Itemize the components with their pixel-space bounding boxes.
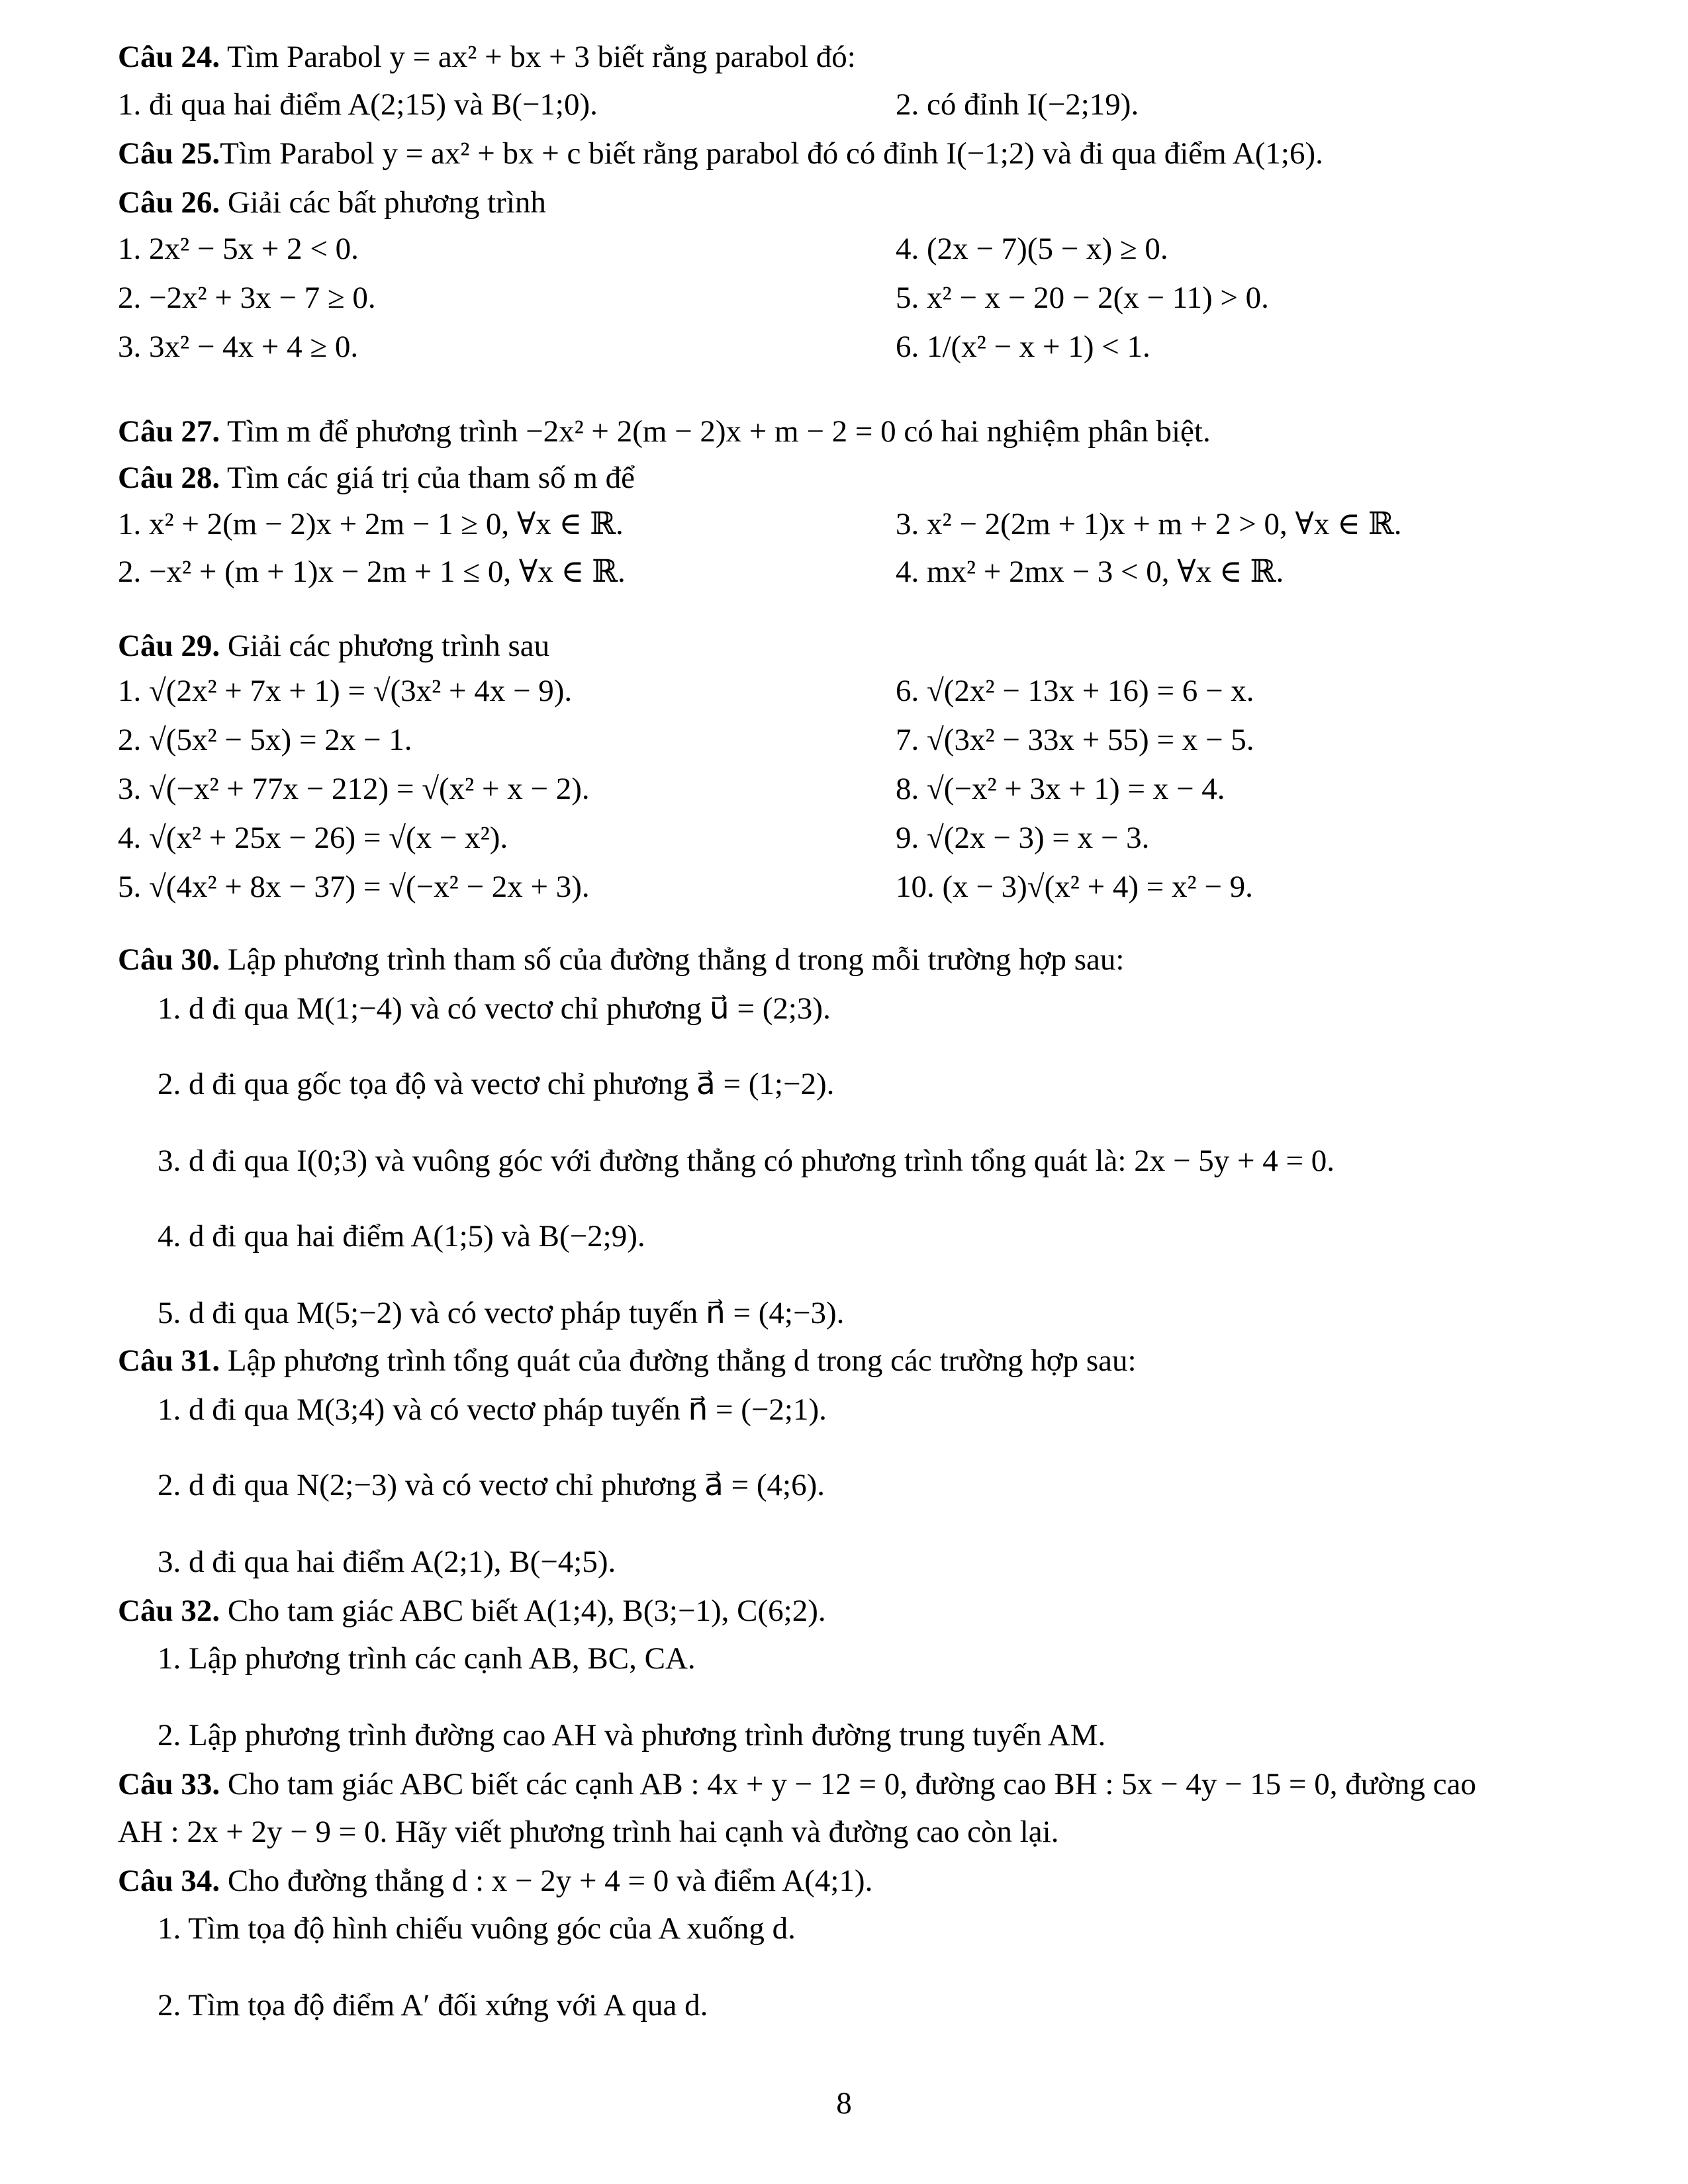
q30-item-1: 1. d đi qua M(1;−4) và có vectơ chỉ phương u⃗ = (2;3). [158,991,831,1026]
q24-item-2: 2. có đỉnh I(−2;19). [896,87,1139,122]
q26-heading: Câu 26. Giải các bất phương trình [118,185,546,220]
q29-item-9: 9. √(2x − 3) = x − 3. [896,821,1150,855]
q29-item-4: 4. √(x² + 25x − 26) = √(x − x²). [118,821,508,855]
q29-item-3: 3. √(−x² + 77x − 212) = √(x² + x − 2). [118,772,590,806]
q28-item-2: 2. −x² + (m + 1)x − 2m + 1 ≤ 0, ∀x ∈ ℝ. [118,555,626,589]
q29-item-10: 10. (x − 3)√(x² + 4) = x² − 9. [896,870,1253,904]
q28-item-4: 4. mx² + 2mx − 3 < 0, ∀x ∈ ℝ. [896,555,1284,589]
q30-item-2: 2. d đi qua gốc tọa độ và vectơ chỉ phương a⃗ = (1;−2). [158,1067,835,1101]
q33-line-2: AH : 2x + 2y − 9 = 0. Hãy viết phương trình hai cạnh và đường cao còn lại. [118,1815,1059,1849]
q31-item-1: 1. d đi qua M(3;4) và có vectơ pháp tuyến n⃗ = (−2;1). [158,1392,827,1427]
q26-item-6: 6. 1/(x² − x + 1) < 1. [896,330,1150,364]
q29-item-6: 6. √(2x² − 13x + 16) = 6 − x. [896,674,1254,708]
q31-item-2: 2. d đi qua N(2;−3) và có vectơ chỉ phương a⃗ = (4;6). [158,1468,825,1502]
q26-item-4: 4. (2x − 7)(5 − x) ≥ 0. [896,232,1168,266]
q24-heading: Câu 24. Tìm Parabol y = ax² + bx + 3 biết rằng parabol đó: [118,40,856,74]
q32-item-2: 2. Lập phương trình đường cao AH và phương trình đường trung tuyến AM. [158,1718,1106,1752]
q32-item-1: 1. Lập phương trình các cạnh AB, BC, CA. [158,1641,696,1676]
q27-heading: Câu 27. Tìm m để phương trình −2x² + 2(m − 2)x + m − 2 = 0 có hai nghiệm phân biệt. [118,414,1211,449]
q28-item-3: 3. x² − 2(2m + 1)x + m + 2 > 0, ∀x ∈ ℝ. [896,507,1402,541]
q31-item-3: 3. d đi qua hai điểm A(2;1), B(−4;5). [158,1545,616,1579]
q25-heading: Câu 25.Tìm Parabol y = ax² + bx + c biết rằng parabol đó có đỉnh I(−1;2) và đi qua điểm A(1;6). [118,136,1323,171]
q30-item-3: 3. d đi qua I(0;3) và vuông góc với đường thẳng có phương trình tổng quát là: 2x − 5y + 4 = 0. [158,1144,1335,1178]
q29-item-1: 1. √(2x² + 7x + 1) = √(3x² + 4x − 9). [118,674,573,708]
q29-item-8: 8. √(−x² + 3x + 1) = x − 4. [896,772,1225,806]
q30-item-4: 4. d đi qua hai điểm A(1;5) và B(−2;9). [158,1219,645,1253]
q28-heading: Câu 28. Tìm các giá trị của tham số m để [118,461,635,495]
q33-heading: Câu 33. Cho tam giác ABC biết các cạnh AB : 4x + y − 12 = 0, đường cao BH : 5x − 4y − 15 = 0, đường cao [118,1767,1477,1801]
q26-item-1: 1. 2x² − 5x + 2 < 0. [118,232,359,266]
q30-heading: Câu 30. Lập phương trình tham số của đường thẳng d trong mỗi trường hợp sau: [118,942,1125,977]
page-number: 8 [836,2086,852,2120]
q32-heading: Câu 32. Cho tam giác ABC biết A(1;4), B(3;−1), C(6;2). [118,1594,826,1628]
q34-heading: Câu 34. Cho đường thẳng d : x − 2y + 4 = 0 và điểm A(4;1). [118,1864,873,1898]
q26-item-2: 2. −2x² + 3x − 7 ≥ 0. [118,281,376,315]
q34-item-1: 1. Tìm tọa độ hình chiếu vuông góc của A xuống d. [158,1911,796,1946]
q31-heading: Câu 31. Lập phương trình tổng quát của đường thẳng d trong các trường hợp sau: [118,1343,1137,1378]
q29-heading: Câu 29. Giải các phương trình sau [118,629,550,663]
q26-item-3: 3. 3x² − 4x + 4 ≥ 0. [118,330,359,364]
q30-item-5: 5. d đi qua M(5;−2) và có vectơ pháp tuyến n⃗ = (4;−3). [158,1296,845,1330]
q29-item-7: 7. √(3x² − 33x + 55) = x − 5. [896,723,1254,757]
q34-item-2: 2. Tìm tọa độ điểm A′ đối xứng với A qua d. [158,1988,708,2023]
q24-item-1: 1. đi qua hai điểm A(2;15) và B(−1;0). [118,87,598,122]
q28-item-1: 1. x² + 2(m − 2)x + 2m − 1 ≥ 0, ∀x ∈ ℝ. [118,507,624,541]
q29-item-2: 2. √(5x² − 5x) = 2x − 1. [118,723,412,757]
q26-item-5: 5. x² − x − 20 − 2(x − 11) > 0. [896,281,1269,315]
q29-item-5: 5. √(4x² + 8x − 37) = √(−x² − 2x + 3). [118,870,590,904]
